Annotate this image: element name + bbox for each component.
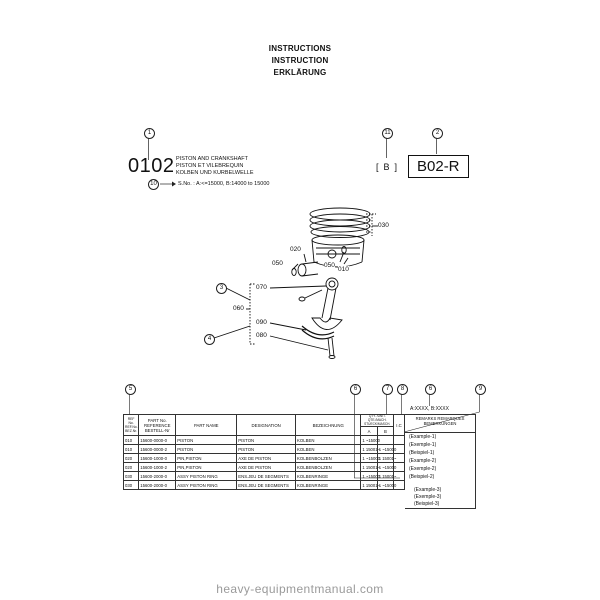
header-qty-a: A xyxy=(361,427,377,436)
cell-partno: 15600-0000-0 xyxy=(139,436,176,445)
cell-ic xyxy=(394,436,405,445)
table-row xyxy=(124,445,405,454)
cell-name: PISTON xyxy=(176,445,237,454)
cell-partno: 15600-2000-0 xyxy=(139,481,176,490)
label-090: 090 xyxy=(256,319,267,326)
remark-2: (Exemple-1) xyxy=(409,442,437,448)
cell-ref: 030 xyxy=(124,472,139,481)
label-030: 030 xyxy=(378,222,389,229)
cell-designation: PISTON xyxy=(237,445,296,454)
cell-bez: KOLBENRINGE xyxy=(296,472,361,481)
cell-name: ASSY PISTON RING xyxy=(176,472,237,481)
callout-7: 7 xyxy=(382,384,393,395)
cell-name: PIN,PISTON xyxy=(176,463,237,472)
table-header-row xyxy=(124,415,405,427)
cell-qty-a: 1 ~15000 xyxy=(362,455,380,461)
callout-1: 1 xyxy=(144,128,155,139)
serial-note: S.No. : A:<=15000, B:14000 to 15000 xyxy=(178,181,270,187)
cell-qty-b: 1 ~15000 xyxy=(378,482,397,488)
heading-line-1: INSTRUCTIONS xyxy=(268,44,332,53)
header-ic: I.C xyxy=(394,415,405,436)
ref-code-box: B02-R xyxy=(408,155,469,178)
label-070: 070 xyxy=(256,284,267,291)
cell-ref: 030 xyxy=(124,481,139,490)
cell-ref: 010 xyxy=(124,436,139,445)
header-designation: DESIGNATION xyxy=(237,415,296,436)
remark-5: (Exemple-2) xyxy=(409,466,437,472)
cell-qty-a: 1 ~15000 xyxy=(362,473,380,479)
label-020: 020 xyxy=(290,246,301,253)
group-name-en: PISTON AND CRANKSHAFT xyxy=(176,156,249,162)
cell-bez: KOLBENBOLZEN xyxy=(296,463,361,472)
remark-1: (Example-1) xyxy=(409,434,437,440)
callout-3: 3 xyxy=(216,283,227,294)
cell-designation: AXE DE PISTON xyxy=(237,454,296,463)
label-050-right: 050 xyxy=(324,262,335,269)
cell-bez: KOLBENRINGE xyxy=(296,481,361,490)
bracket-b-label: B xyxy=(383,162,390,172)
cell-name: ASSY PISTON RING xyxy=(176,481,237,490)
header-remarks: REMARKS REMARQUES BEMERKUNGEN xyxy=(405,415,475,433)
table-row xyxy=(124,436,405,445)
callout-2: 2 xyxy=(432,128,443,139)
cell-ref: 020 xyxy=(124,463,139,472)
heading-line-3: ERKLÄRUNG xyxy=(273,68,327,77)
callout-5: 5 xyxy=(125,384,136,395)
cell-partno: 15600-2000-0 xyxy=(139,472,176,481)
cell-qty-b: 1 15001~ xyxy=(378,455,397,461)
callout-4: 4 xyxy=(204,334,215,345)
cell-partno: 15600-1000-2 xyxy=(139,463,176,472)
extra-remark-1: (Example-3) xyxy=(414,487,442,493)
label-050-left: 050 xyxy=(272,260,283,267)
remark-4: (Example-2) xyxy=(409,458,437,464)
cell-bez: KOLBENBOLZEN xyxy=(296,454,361,463)
cell-qty-b: 1 ~15000 xyxy=(378,464,397,470)
label-060: 060 xyxy=(233,305,244,312)
cell-designation: PISTON xyxy=(237,436,296,445)
extra-remark-3: (Beispiel-3) xyxy=(414,501,440,507)
group-code: 0102 xyxy=(128,155,175,177)
cell-designation: ENS.JEU DE SEGMENTS xyxy=(237,472,296,481)
cell-qty-b: 1 ~15000 xyxy=(378,446,397,452)
remark-3: (Beispiel-1) xyxy=(409,450,435,456)
callout-9: 9 xyxy=(475,384,486,395)
ab-legend: A:XXXX, B:XXXX xyxy=(410,406,449,412)
cell-qty-b: 1 15001~ xyxy=(378,473,397,479)
header-partname: PART NAME xyxy=(176,415,237,436)
table-row xyxy=(124,481,405,490)
callout-8: 8 xyxy=(397,384,408,395)
header-partno: PART No. REFERENCE BESTELL-Nr xyxy=(139,415,176,436)
cell-partno: 15600-0000-2 xyxy=(139,445,176,454)
callout-6a: 6 xyxy=(350,384,361,395)
label-010: 010 xyxy=(338,266,349,273)
header-qty: QTY. /UNIT. QTE./MACH. STUECK/MASCH. xyxy=(361,415,394,427)
table-row xyxy=(124,454,405,463)
header-qty-b: B xyxy=(377,427,393,436)
cell-partno: 15600-1000-0 xyxy=(139,454,176,463)
callout-10: 10 xyxy=(148,179,159,190)
cell-qty-a: 1 15001~ xyxy=(362,464,380,470)
footer-watermark: heavy-equipmentmanual.com xyxy=(216,582,384,596)
table-row xyxy=(124,463,405,472)
callout-6b: 6 xyxy=(425,384,436,395)
cell-qty-a: 1 15001~ xyxy=(362,482,380,488)
header-ref: REF No. REF.No. BEZ.Nr. xyxy=(124,415,139,436)
cell-ref: 020 xyxy=(124,454,139,463)
group-name-fr: PISTON ET VILEBREQUIN xyxy=(176,163,244,169)
bracket-b: [ B ] xyxy=(376,162,398,172)
cell-qty-a: 1 15001~ xyxy=(362,446,380,452)
heading-line-2: INSTRUCTION xyxy=(271,56,329,65)
extra-remark-2: (Exemple-3) xyxy=(414,494,442,500)
cell-ref: 010 xyxy=(124,445,139,454)
cell-bez: KOLBEN xyxy=(296,445,361,454)
cell-designation: ENS.JEU DE SEGMENTS xyxy=(237,481,296,490)
cell-bez: KOLBEN xyxy=(296,436,361,445)
label-080: 080 xyxy=(256,332,267,339)
table-row xyxy=(124,472,405,481)
cell-designation: AXE DE PISTON xyxy=(237,463,296,472)
parts-table xyxy=(123,414,405,490)
remark-6: (Beispiel-2) xyxy=(409,474,435,480)
callout-11: 11 xyxy=(382,128,393,139)
cell-name: PISTON xyxy=(176,436,237,445)
extra-remarks xyxy=(414,487,441,508)
group-name-de: KOLBEN UND KURBELWELLE xyxy=(176,170,254,176)
cell-qty-a: 1 ~15000 xyxy=(362,437,380,443)
cell-name: PIN,PISTON xyxy=(176,454,237,463)
header-bezeichnung: BEZEICHNUNG xyxy=(296,415,361,436)
